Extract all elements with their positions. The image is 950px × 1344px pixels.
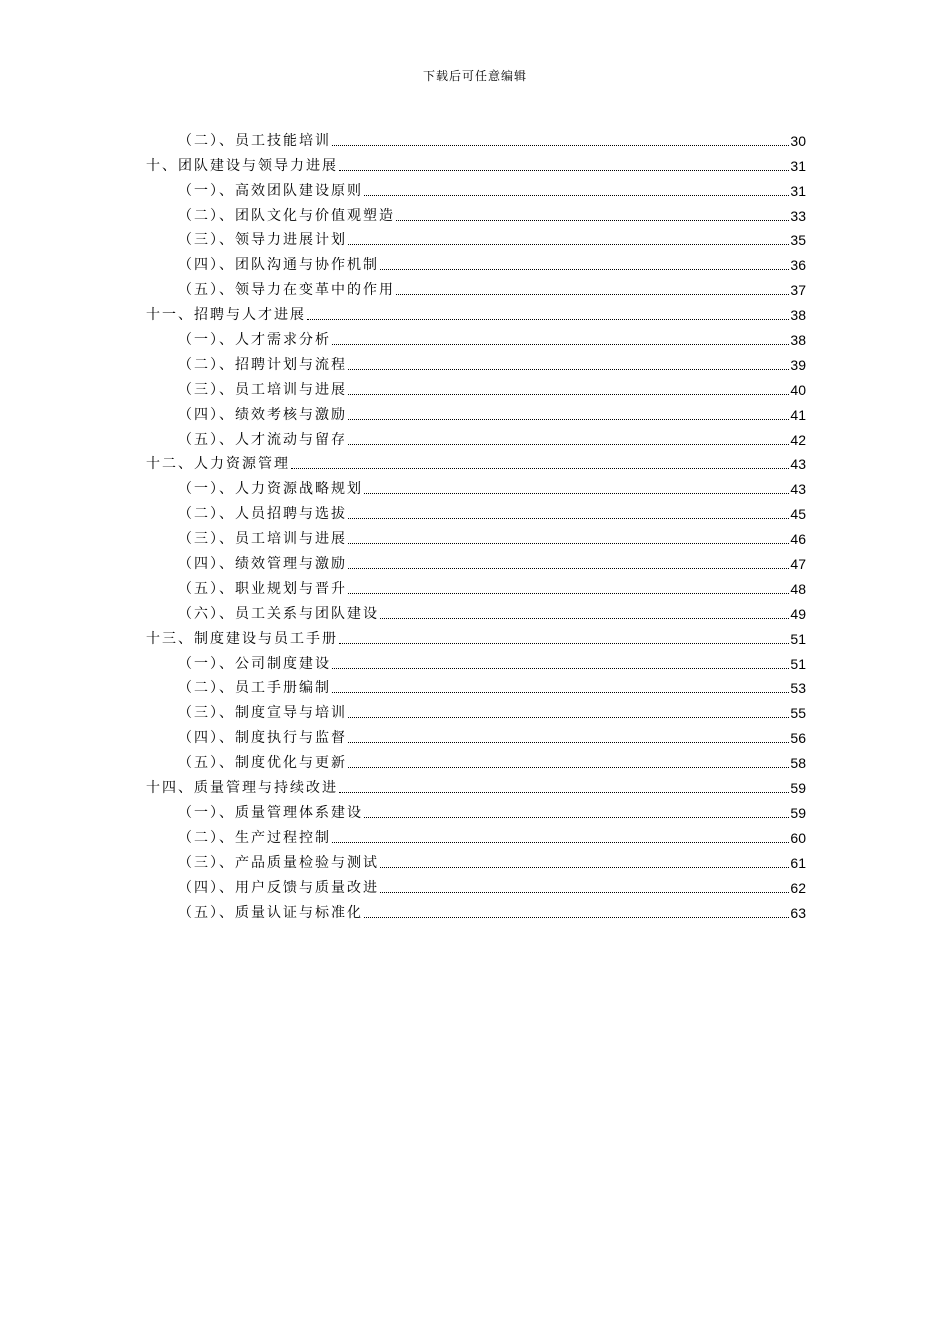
toc-section-entry[interactable]	[146, 200, 806, 225]
toc-section-entry[interactable]	[146, 498, 806, 523]
toc-page-number: 59	[790, 780, 806, 797]
toc-page-number: 42	[790, 431, 806, 448]
toc-entry-title: （一）、公司制度建设	[178, 655, 331, 672]
toc-page-number: 58	[790, 755, 806, 772]
toc-section-entry[interactable]	[146, 548, 806, 573]
toc-page-number: 53	[790, 680, 806, 697]
toc-entry-title: （二）、员工手册编制	[178, 680, 331, 697]
toc-section-entry[interactable]	[146, 249, 806, 274]
toc-section-entry[interactable]	[146, 473, 806, 498]
toc-chapter-entry[interactable]	[146, 150, 806, 175]
toc-page-number: 45	[790, 506, 806, 523]
toc-dot-leader	[332, 691, 789, 693]
toc-dot-leader	[380, 866, 789, 868]
toc-entry-title: （五）、人才流动与留存	[178, 431, 347, 448]
toc-page-number: 63	[790, 904, 806, 921]
toc-dot-leader	[348, 542, 789, 544]
toc-page-number: 46	[790, 531, 806, 548]
toc-dot-leader	[396, 219, 789, 221]
toc-entry-title: （二）、员工技能培训	[178, 132, 331, 149]
toc-dot-leader	[332, 841, 789, 843]
toc-dot-leader	[339, 169, 789, 171]
toc-section-entry[interactable]	[146, 797, 806, 822]
toc-entry-title: （一）、质量管理体系建设	[178, 804, 363, 821]
toc-section-entry[interactable]	[146, 872, 806, 897]
toc-page-number: 43	[790, 481, 806, 498]
toc-entry-title: （三）、领导力进展计划	[178, 232, 347, 249]
toc-dot-leader	[332, 667, 789, 669]
toc-entry-title: （五）、制度优化与更新	[178, 755, 347, 772]
toc-page-number: 62	[790, 879, 806, 896]
toc-entry-title: （二）、生产过程控制	[178, 829, 331, 846]
toc-dot-leader	[380, 617, 789, 619]
toc-entry-title: （四）、制度执行与监督	[178, 730, 347, 747]
toc-dot-leader	[348, 567, 789, 569]
toc-dot-leader	[348, 517, 789, 519]
toc-page-number: 43	[790, 456, 806, 473]
toc-section-entry[interactable]	[146, 324, 806, 349]
toc-dot-leader	[364, 816, 789, 818]
toc-section-entry[interactable]	[146, 523, 806, 548]
toc-section-entry[interactable]	[146, 175, 806, 200]
toc-page-number: 37	[790, 282, 806, 299]
toc-page-number: 60	[790, 829, 806, 846]
toc-entry-title: （四）、用户反馈与质量改进	[178, 879, 379, 896]
toc-entry-title: 十、团队建设与领导力进展	[146, 157, 338, 174]
toc-section-entry[interactable]	[146, 648, 806, 673]
toc-entry-title: （二）、团队文化与价值观塑造	[178, 207, 395, 224]
toc-section-entry[interactable]	[146, 424, 806, 449]
toc-page-number: 61	[790, 854, 806, 871]
toc-entry-title: （四）、团队沟通与协作机制	[178, 257, 379, 274]
toc-dot-leader	[380, 268, 789, 270]
toc-page-number: 56	[790, 730, 806, 747]
toc-dot-leader	[291, 467, 789, 469]
toc-section-entry[interactable]	[146, 125, 806, 150]
toc-dot-leader	[364, 916, 789, 918]
toc-page-number: 41	[790, 406, 806, 423]
toc-page-number: 31	[790, 157, 806, 174]
toc-entry-title: （三）、员工培训与进展	[178, 531, 347, 548]
toc-dot-leader	[348, 243, 789, 245]
toc-section-entry[interactable]	[146, 722, 806, 747]
toc-chapter-entry[interactable]	[146, 449, 806, 474]
toc-page-number: 38	[790, 332, 806, 349]
toc-dot-leader	[339, 642, 789, 644]
toc-chapter-entry[interactable]	[146, 623, 806, 648]
toc-entry-title: 十三、制度建设与员工手册	[146, 630, 338, 647]
toc-page-number: 47	[790, 556, 806, 573]
toc-entry-title: 十二、人力资源管理	[146, 456, 290, 473]
toc-entry-title: （一）、人才需求分析	[178, 332, 331, 349]
toc-dot-leader	[348, 368, 789, 370]
toc-section-entry[interactable]	[146, 598, 806, 623]
toc-dot-leader	[307, 318, 789, 320]
toc-section-entry[interactable]	[146, 847, 806, 872]
table-of-contents	[146, 125, 806, 922]
toc-entry-title: （六）、员工关系与团队建设	[178, 605, 379, 622]
toc-dot-leader	[332, 144, 789, 146]
toc-dot-leader	[348, 418, 789, 420]
toc-page-number: 49	[790, 605, 806, 622]
toc-entry-title: （五）、职业规划与晋升	[178, 580, 347, 597]
toc-section-entry[interactable]	[146, 225, 806, 250]
toc-dot-leader	[332, 343, 789, 345]
toc-page-number: 51	[790, 655, 806, 672]
toc-entry-title: （三）、制度宣导与培训	[178, 705, 347, 722]
toc-entry-title: 十一、招聘与人才进展	[146, 307, 306, 324]
toc-section-entry[interactable]	[146, 822, 806, 847]
toc-dot-leader	[364, 194, 789, 196]
toc-section-entry[interactable]	[146, 747, 806, 772]
toc-dot-leader	[348, 716, 789, 718]
toc-dot-leader	[396, 293, 789, 295]
toc-page-number: 35	[790, 232, 806, 249]
toc-section-entry[interactable]	[146, 374, 806, 399]
page-header: 下载后可任意编辑	[422, 69, 527, 83]
toc-page-number: 59	[790, 804, 806, 821]
toc-section-entry[interactable]	[146, 897, 806, 922]
toc-page-number: 55	[790, 705, 806, 722]
toc-section-entry[interactable]	[146, 697, 806, 722]
toc-page-number: 33	[790, 207, 806, 224]
toc-entry-title: （三）、产品质量检验与测试	[178, 854, 379, 871]
toc-section-entry[interactable]	[146, 673, 806, 698]
toc-entry-title: （四）、绩效考核与激励	[178, 406, 347, 423]
toc-page-number: 30	[790, 132, 806, 149]
toc-chapter-entry[interactable]	[146, 299, 806, 324]
toc-entry-title: （五）、领导力在变革中的作用	[178, 282, 395, 299]
toc-dot-leader	[339, 791, 789, 793]
toc-entry-title: （二）、招聘计划与流程	[178, 356, 347, 373]
toc-page-number: 31	[790, 182, 806, 199]
toc-entry-title: （二）、人员招聘与选拔	[178, 506, 347, 523]
toc-section-entry[interactable]	[146, 349, 806, 374]
toc-section-entry[interactable]	[146, 573, 806, 598]
toc-chapter-entry[interactable]	[146, 772, 806, 797]
toc-page-number: 39	[790, 356, 806, 373]
toc-entry-title: （四）、绩效管理与激励	[178, 556, 347, 573]
toc-dot-leader	[348, 443, 789, 445]
toc-section-entry[interactable]	[146, 399, 806, 424]
toc-page-number: 48	[790, 580, 806, 597]
toc-entry-title: （一）、高效团队建设原则	[178, 182, 363, 199]
toc-section-entry[interactable]	[146, 274, 806, 299]
toc-dot-leader	[348, 393, 789, 395]
toc-entry-title: 十四、质量管理与持续改进	[146, 780, 338, 797]
toc-page-number: 40	[790, 381, 806, 398]
toc-dot-leader	[348, 592, 789, 594]
toc-dot-leader	[348, 766, 789, 768]
toc-entry-title: （一）、人力资源战略规划	[178, 481, 363, 498]
toc-entry-title: （三）、员工培训与进展	[178, 381, 347, 398]
toc-dot-leader	[380, 891, 789, 893]
toc-page-number: 51	[790, 630, 806, 647]
toc-page-number: 38	[790, 307, 806, 324]
toc-page-number: 36	[790, 257, 806, 274]
toc-dot-leader	[348, 741, 789, 743]
toc-entry-title: （五）、质量认证与标准化	[178, 904, 363, 921]
toc-dot-leader	[364, 492, 789, 494]
